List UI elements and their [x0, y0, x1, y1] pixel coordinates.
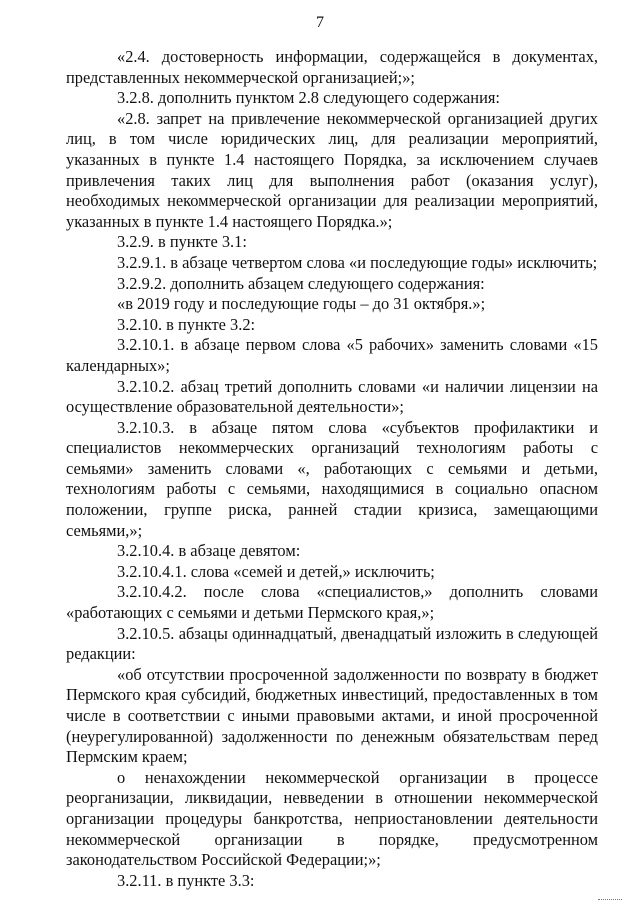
- page-number: 7: [316, 14, 324, 31]
- paragraph-2-4-text: «2.4. достоверность информации, содержащейся в документах, представленных некоммерческой организацией;»;: [66, 47, 598, 87]
- paragraph-3-2-10-1: 3.2.10.1. в абзаце первом слова «5 рабочих» заменить словами «15 календарных»;: [66, 335, 598, 375]
- paragraph-3-2-9: 3.2.9. в пункте 3.1:: [117, 232, 247, 252]
- paragraph-3-2-10-5: 3.2.10.5. абзацы одиннадцатый, двенадцатый изложить в следующей редакции:: [66, 623, 598, 664]
- paragraph-3-2-11: 3.2.11. в пункте 3.3:: [117, 870, 255, 890]
- document-body: [66, 47, 598, 891]
- paragraph-3-2-10: 3.2.10. в пункте 3.2:: [117, 314, 256, 334]
- paragraph-3-2-10-4: 3.2.10.4. в абзаце девятом:: [117, 541, 301, 561]
- paragraph-3-2-9-1: 3.2.9.1. в абзаце четвертом слова «и последующие годы» исключить;: [117, 252, 598, 272]
- paragraph-3-2-10-3: 3.2.10.3. в абзаце пятом слова «субъектов профилактики и специалистов некоммерческих организаций технологиям работы с семьями» заменить словами «, работающих с семьями и детьми, технологиям работы с семьями, находящимися в социально опасном положении, группе риска, ранней стадии кризиса, замещающими семьями,»;: [66, 417, 598, 540]
- paragraph-2-8-text: «2.8. запрет на привлечение некоммерческой организацией других лиц, в том числе юридических лиц, для реализации мероприятий, указанных в пункте 1.4 настоящего Порядка, за исключением случаев привлечения таких лиц для выполнения работ (оказания услуг), необходимых некоммерческой организации для реализации мероприятий, указанных в пункте 1.4 настоящего Порядка.»;: [66, 108, 598, 231]
- paragraph-3-2-10-4-2: 3.2.10.4.2. после слова «специалистов,» дополнить словами «работающих с семьями и детьми Пермского края,»;: [66, 582, 598, 623]
- paragraph-debt-clause: «об отсутствии просроченной задолженности по возврату в бюджет Пермского края субсидий, бюджетных инвестиций, предоставленных в том числе в соответствии с иными правовыми актами, и иной просроченной (неурегулированной) задолженности по денежным обязательствам перед Пермским краем;: [66, 664, 598, 767]
- scan-artifact: [598, 899, 622, 903]
- paragraph-quote-2019: «в 2019 году и последующие годы – до 31 октября.»;: [117, 294, 486, 314]
- paragraph-3-2-8: 3.2.8. дополнить пунктом 2.8 следующего содержания:: [117, 88, 500, 108]
- paragraph-reorganization-clause: о ненахождении некоммерческой организации в процессе реорганизации, ликвидации, невведении в отношении некоммерческой организации процедуры банкротства, неприостановлении деятельности некоммерческой организации в порядке, предусмотренном законодательством Российской Федерации;»;: [66, 767, 598, 870]
- paragraph-3-2-10-2: 3.2.10.2. абзац третий дополнить словами «и наличии лицензии на осуществление образовательной деятельности»;: [66, 376, 598, 417]
- paragraph-3-2-10-4-1: 3.2.10.4.1. слова «семей и детей,» исключить;: [117, 561, 435, 581]
- paragraph-3-2-9-2: 3.2.9.2. дополнить абзацем следующего содержания:: [117, 273, 485, 293]
